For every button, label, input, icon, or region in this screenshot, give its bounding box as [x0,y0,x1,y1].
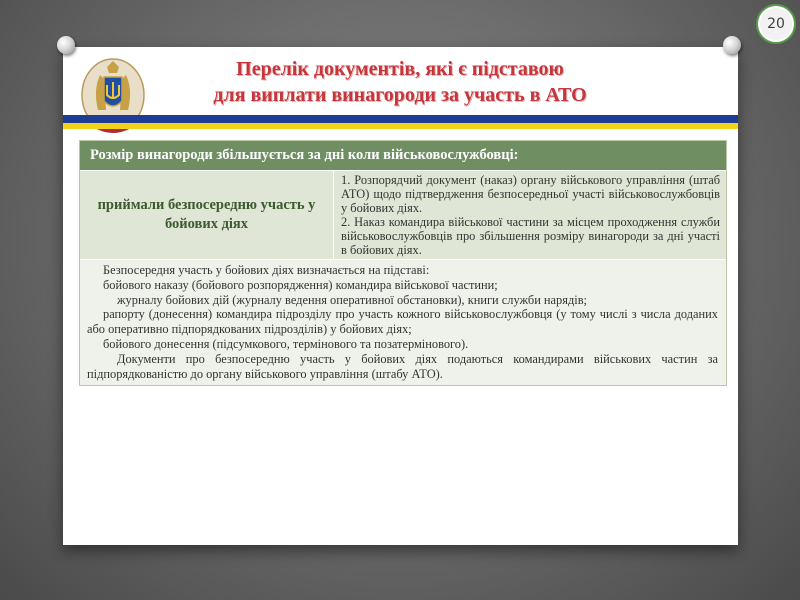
combat-participation-cell: приймали безпосередню участь у бойових діях [80,171,334,259]
slide-number-badge [756,4,796,44]
note-intro: Безпосередня участь у бойових діях визначається на підставі: [103,263,430,277]
pushpin-icon-right [723,36,741,54]
note-combat-dispatch: бойового донесення (підсумкового, термінового та позатермінового). [103,336,469,351]
title-line-2: для виплати винагороди за участь в АТО [213,84,587,106]
table-row-documents [80,170,726,259]
table-header: Розмір винагороди збільшується за дні коли військовослужбовці: [80,141,726,170]
table-row-notes [80,259,726,385]
note-submission: Документи про безпосередню участь у бойових діях подаються командирами військових частин за підпорядкованістю до органу військового управління (штабу АТО). [87,351,718,381]
documents-list-cell [334,171,726,259]
flag-stripe-blue [63,115,738,123]
document-item-1: 1. Розпорядчий документ (наказ) органу військового управління (штаб АТО) щодо підтвердження безпосередньої участі військовослужбовців у бойових діях. [341,173,720,215]
slide-title [150,56,650,108]
flag-stripe-yellow [63,123,738,129]
document-item-2: 2. Наказ командира військової частини за місцем проходження служби військовослужбовців про збільшення розміру винагороди за дні участі в бойових діях. [341,215,720,257]
documents-table [79,140,727,386]
note-report: рапорту (донесення) командира підрозділу про участь кожного військовослужбовця (у тому числі з числа доданих або оперативно підпорядкованих підрозділів) у бойових діях; [87,307,718,337]
slide-number: 20 [767,16,785,32]
pushpin-icon-left [57,36,75,54]
title-line-1: Перелік документів, які є підставою [236,58,564,80]
note-combat-journal: журналу бойових дій (журналу ведення оперативної обстановки), книги служби нарядів; [117,292,587,307]
note-combat-order: бойового наказу (бойового розпорядження) командира військової частини; [103,277,498,292]
